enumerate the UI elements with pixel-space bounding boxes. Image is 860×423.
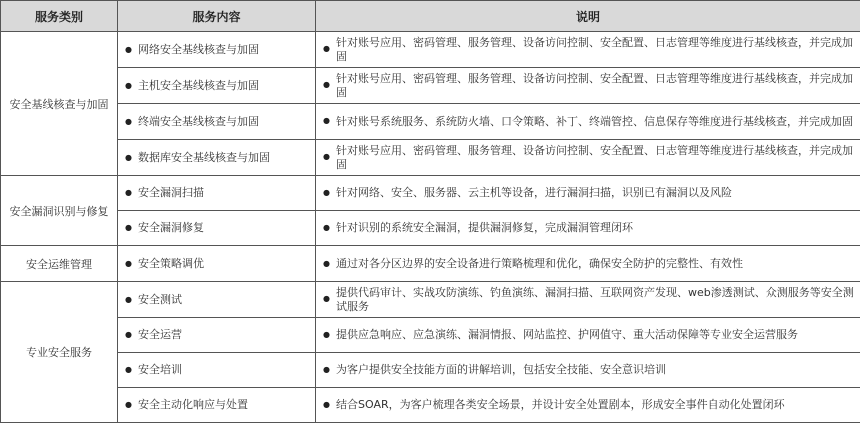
service-item: ● 安全培训 (118, 353, 316, 388)
service-description: ● 针对识别的系统安全漏洞，提供漏洞修复，完成漏洞管理闭环 (316, 211, 860, 246)
table-row (1, 318, 860, 353)
table-row (1, 353, 860, 388)
service-description: ● 提供代码审计、实战攻防演练、钓鱼演练、漏洞扫描、互联网资产发现、web渗透测试、众测服务等安全测试服务 (316, 282, 860, 318)
table-row (1, 211, 860, 246)
service-description: ● 为客户提供安全技能方面的讲解培训，包括安全技能、安全意识培训 (316, 353, 860, 388)
service-item: ● 安全测试 (118, 282, 316, 318)
table-row (1, 32, 860, 68)
service-item: ● 安全漏洞修复 (118, 211, 316, 246)
table-row (1, 140, 860, 176)
service-description: ● 针对账号应用、密码管理、服务管理、设备访问控制、安全配置、日志管理等维度进行基线核查，并完成加固 (316, 32, 860, 68)
category-cell: 安全漏洞识别与修复 (1, 176, 118, 246)
service-item: ● 安全策略调优 (118, 246, 316, 282)
service-item: ● 安全主动化响应与处置 (118, 388, 316, 423)
service-description: ● 针对账号应用、密码管理、服务管理、设备访问控制、安全配置、日志管理等维度进行基线核查，并完成加固 (316, 140, 860, 176)
table-row (1, 68, 860, 104)
category-cell: 安全运维管理 (1, 246, 118, 282)
service-description: ● 结合SOAR，为客户梳理各类安全场景，并设计安全处置剧本，形成安全事件自动化处置闭环 (316, 388, 860, 423)
service-description: ● 提供应急响应、应急演练、漏洞情报、网站监控、护网值守、重大活动保障等专业安全运营服务 (316, 318, 860, 353)
service-item: ● 主机安全基线核查与加固 (118, 68, 316, 104)
header-description: 说明 (316, 1, 860, 32)
table-row (1, 388, 860, 423)
service-description: ● 针对账号系统服务、系统防火墙、口令策略、补丁、终端管控、信息保存等维度进行基线核查，并完成加固 (316, 104, 860, 140)
header-content: 服务内容 (118, 1, 316, 32)
service-description: ● 针对账号应用、密码管理、服务管理、设备访问控制、安全配置、日志管理等维度进行基线核查，并完成加固 (316, 68, 860, 104)
table-row (1, 282, 860, 318)
service-item: ● 安全漏洞扫描 (118, 176, 316, 211)
service-item: ● 安全运营 (118, 318, 316, 353)
table-row (1, 176, 860, 211)
header-row (1, 1, 860, 32)
service-item: ● 数据库安全基线核查与加固 (118, 140, 316, 176)
category-cell: 安全基线核查与加固 (1, 32, 118, 176)
header-category: 服务类别 (1, 1, 118, 32)
service-description: ● 针对网络、安全、服务器、云主机等设备，进行漏洞扫描，识别已有漏洞以及风险 (316, 176, 860, 211)
table-row (1, 104, 860, 140)
service-item: ● 网络安全基线核查与加固 (118, 32, 316, 68)
service-item: ● 终端安全基线核查与加固 (118, 104, 316, 140)
category-cell: 专业安全服务 (1, 282, 118, 423)
table-row (1, 246, 860, 282)
service-description: ● 通过对各分区边界的安全设备进行策略梳理和优化，确保安全防护的完整性、有效性 (316, 246, 860, 282)
